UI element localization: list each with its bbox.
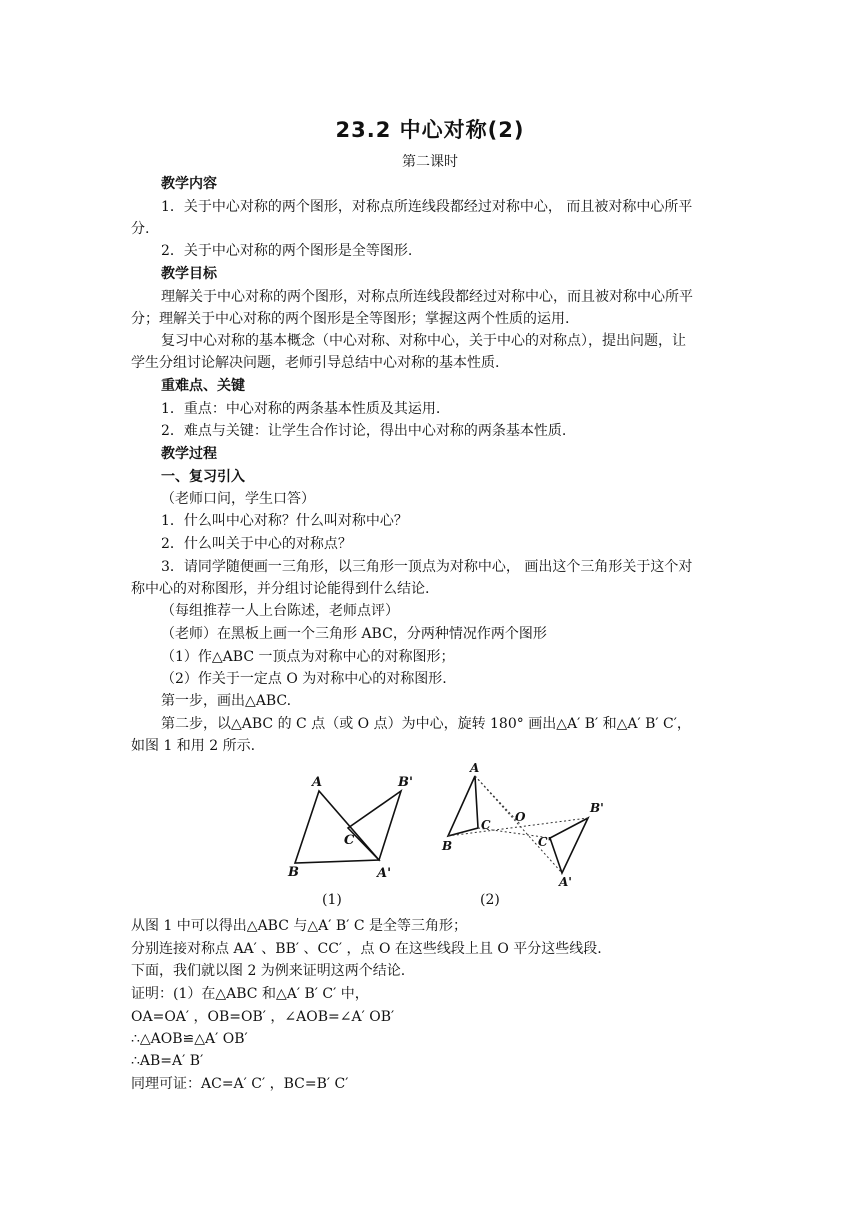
goal-paragraph-2-cont: 学生分组讨论解决问题，老师引导总结中心对称的基本性质.: [131, 355, 500, 371]
fig2-label-cprime: C': [538, 835, 552, 849]
fig1-label-a: A: [312, 775, 323, 790]
triangle-abc-fig1: [295, 791, 379, 863]
fig2-label-aprime: A': [559, 875, 572, 889]
fig1-label-b: B: [288, 865, 299, 880]
fig1-label-aprime: A': [377, 866, 392, 881]
case-2: （2）作关于一定点 O 为对称中心的对称图形.: [161, 671, 447, 687]
key-point-2: 2．难点与关键：让学生合作讨论，得出中心对称的两条基本性质.: [161, 423, 567, 439]
question-3-cont: 称中心的对称图形，并分组讨论能得到什么结论.: [131, 581, 430, 597]
proof-line-5: 同理可证：AC=A′ C′ ，BC=B′ C′: [131, 1076, 349, 1092]
page-title: 23.2 中心对称(2): [335, 118, 525, 142]
figure-1: [295, 791, 401, 863]
proof-line-1: 证明：(1）在△ABC 和△A′ B′ C′ 中，: [131, 986, 369, 1002]
fig2-label-a: A: [470, 761, 480, 775]
heading-goals: 教学目标: [161, 266, 217, 282]
fig1-label-c: C: [344, 833, 355, 848]
figure-caption-1: (1): [322, 892, 342, 908]
content-item-2: 2．关于中心对称的两个图形是全等图形.: [161, 243, 413, 259]
content-item-1: 1．关于中心对称的两个图形，对称点所连线段都经过对称中心， 而且被对称中心所平: [161, 199, 693, 215]
teacher-note: （老师）在黑板上画一个三角形 ABC，分两种情况作两个图形: [161, 626, 547, 642]
conclusion-3: 下面，我们就以图 2 为例来证明这两个结论.: [131, 963, 406, 979]
step-2: 第二步，以△ABC 的 C 点（或 O 点）为中心，旋转 180° 画出△A′ B′ 和△A′ B′ C′，: [161, 716, 691, 732]
triangle-apbp-fig1: [348, 791, 401, 860]
case-1: （1）作△ABC 一顶点为对称中心的对称图形；: [161, 649, 455, 665]
question-2: 2．什么叫关于中心的对称点？: [161, 536, 352, 552]
proof-line-2: OA=OA′ ，OB=OB′ ，∠AOB=∠A′ OB′: [131, 1009, 395, 1025]
process-note: （老师口问，学生口答）: [161, 491, 315, 507]
fig2-label-o: O: [515, 810, 526, 824]
heading-process: 教学过程: [161, 446, 217, 462]
proof-line-4: ∴AB=A′ B′: [131, 1053, 204, 1069]
fig1-label-bprime: B': [398, 775, 413, 790]
question-1: 1．什么叫中心对称？什么叫对称中心？: [161, 513, 408, 529]
fig2-label-b: B: [442, 839, 453, 853]
fig2-label-c: C: [481, 818, 491, 832]
group-note: （每组推荐一人上台陈述，老师点评）: [161, 603, 399, 619]
triangle-apbpcp-fig2: [550, 818, 588, 873]
page-subtitle: 第二课时: [402, 154, 458, 170]
goal-paragraph-2: 复习中心对称的基本概念（中心对称、对称中心，关于中心的对称点），提出问题，让: [161, 333, 686, 349]
conclusion-1: 从图 1 中可以得出△ABC 与△A′ B′ C 是全等三角形；: [131, 918, 467, 934]
step-1: 第一步，画出△ABC.: [161, 693, 292, 709]
goal-paragraph-1: 理解关于中心对称的两个图形，对称点所连线段都经过对称中心，而且被对称中心所平: [161, 289, 693, 305]
heading-content: 教学内容: [161, 176, 217, 192]
question-3: 3．请同学随便画一三角形，以三角形一顶点为对称中心， 画出这个三角形关于这个对: [161, 559, 693, 575]
symmetry-figure: [280, 758, 620, 890]
fig2-label-bprime: B': [590, 801, 604, 815]
figure-caption-2: (2): [480, 892, 500, 908]
key-point-1: 1．重点：中心对称的两条基本性质及其运用.: [161, 401, 441, 417]
heading-review: 一、复习引入: [161, 469, 245, 485]
heading-key-points: 重难点、关键: [161, 378, 245, 394]
step-2-cont: 如图 1 和用 2 所示.: [131, 738, 256, 754]
triangle-abc-fig2: [448, 776, 478, 836]
proof-line-3: ∴△AOB≌△A′ OB′: [131, 1031, 248, 1047]
goal-paragraph-1-cont: 分；理解关于中心对称的两个图形是全等图形；掌握这两个性质的运用.: [131, 311, 570, 327]
content-item-1-cont: 分.: [131, 221, 150, 237]
conclusion-2: 分别连接对称点 AA′ 、BB′ 、CC′ ，点 O 在这些线段上且 O 平分这些线段.: [131, 941, 602, 957]
figure-2: [448, 776, 588, 873]
